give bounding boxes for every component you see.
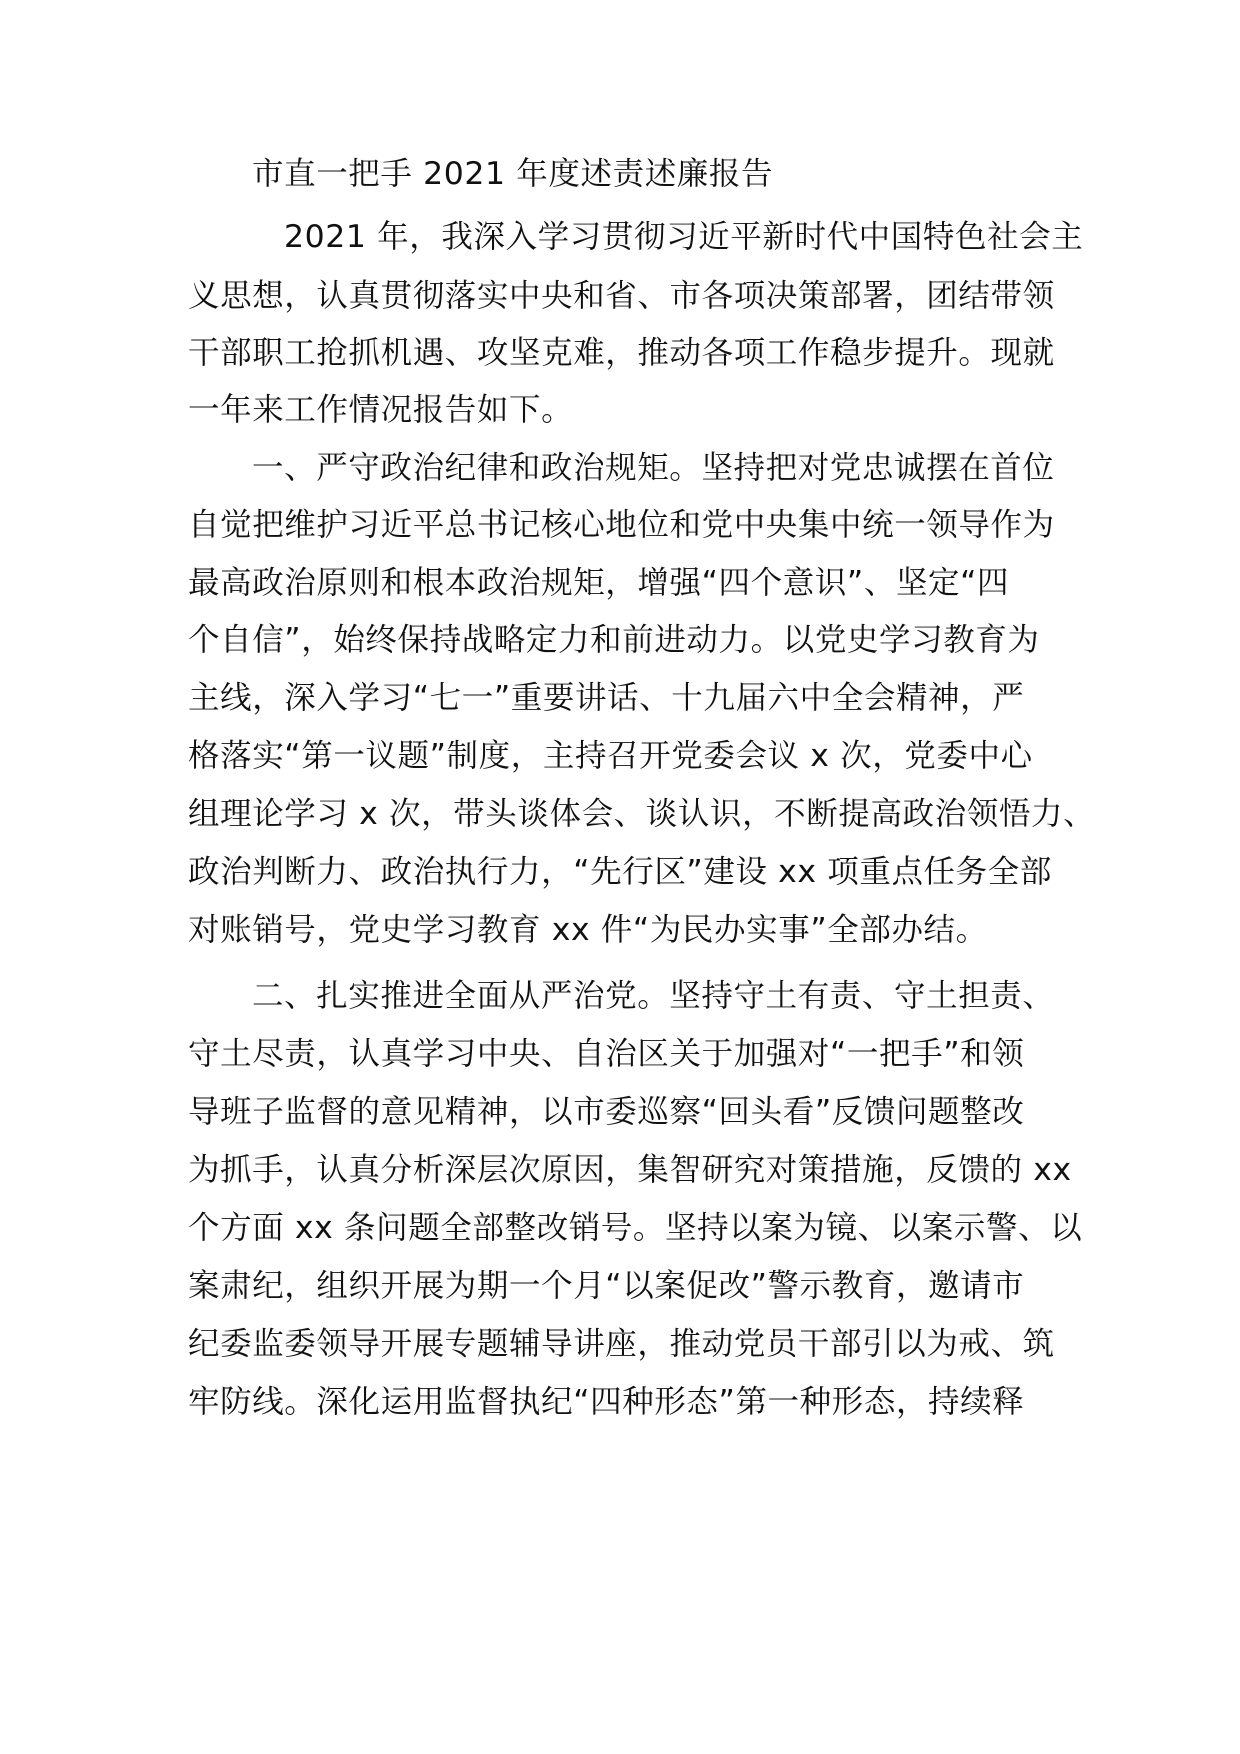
section-heading-line: 二、扎实推进全面从严治党。坚持守土有责、守土担责、: [252, 978, 1055, 1014]
paragraph-line: 一年来工作情况报告如下。: [188, 392, 574, 428]
paragraph-line: 纪委监委领导开展专题辅导讲座，推动党员干部引以为戒、筑: [188, 1326, 1055, 1362]
paragraph-line: 组理论学习 x 次，带头谈体会、谈认识，不断提高政治领悟力、: [188, 796, 1096, 832]
paragraph-line: 个方面 xx 条问题全部整改销号。坚持以案为镜、以案示警、以: [188, 1210, 1083, 1246]
paragraph-line: 为抓手，认真分析深层次原因，集智研究对策措施，反馈的 xx: [188, 1152, 1072, 1188]
paragraph-line: 导班子监督的意见精神，以市委巡察“回头看”反馈问题整改: [188, 1094, 1025, 1130]
paragraph-line: 案肃纪，组织开展为期一个月“以案促改”警示教育，邀请市: [188, 1268, 1025, 1304]
paragraph-line: 个自信”，始终保持战略定力和前进动力。以党史学习教育为: [188, 622, 1040, 658]
paragraph-line: 自觉把维护习近平总书记核心地位和党中央集中统一领导作为: [188, 507, 1055, 543]
paragraph-line: 主线，深入学习“七一”重要讲话、十九届六中全会精神，严: [188, 680, 1025, 716]
paragraph-line: 守土尽责，认真学习中央、自治区关于加强对“一把手”和领: [188, 1036, 1025, 1072]
section-heading-line: 一、严守政治纪律和政治规矩。坚持把对党忠诚摆在首位: [252, 450, 1055, 486]
paragraph-line: 2021 年，我深入学习贯彻习近平新时代中国特色社会主: [284, 219, 1084, 255]
paragraph-line: 对账销号，党史学习教育 xx 件“为民办实事”全部办结。: [188, 912, 988, 948]
paragraph-line: 牢防线。深化运用监督执纪“四种形态”第一种形态，持续释: [188, 1384, 1025, 1420]
paragraph-line: 政治判断力、政治执行力，“先行区”建设 xx 项重点任务全部: [188, 854, 1052, 890]
document-title: 市直一把手 2021 年度述责述廉报告: [252, 156, 774, 192]
paragraph-line: 格落实“第一议题”制度，主持召开党委会议 x 次，党委中心: [188, 738, 1033, 774]
paragraph-line: 干部职工抢抓机遇、攻坚克难，推动各项工作稳步提升。现就: [188, 335, 1055, 371]
paragraph-line: 义思想，认真贯彻落实中央和省、市各项决策部署，团结带领: [188, 278, 1055, 314]
paragraph-line: 最高政治原则和根本政治规矩，增强“四个意识”、坚定“四: [188, 565, 1010, 601]
